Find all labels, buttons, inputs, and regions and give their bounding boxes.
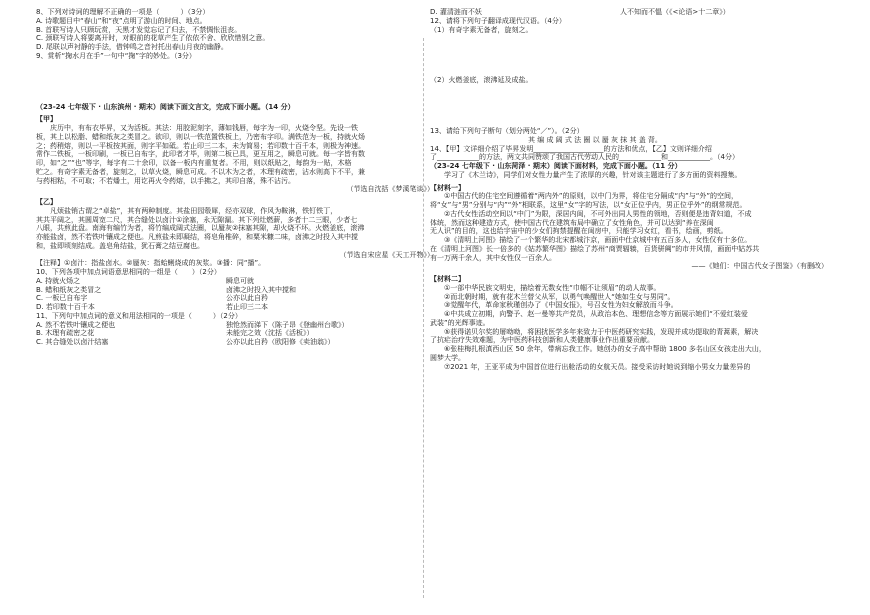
text-line: C. 颈联写诗人将要离开时，对眼前的花草产生了依依不舍、欣欣惜别之意。 xyxy=(36,34,270,43)
text-line: 其 编 成 阔 式 法 圈 以 蜃 灰 抹 其 盖 背。 xyxy=(430,135,662,144)
section-heading: 【乙】 xyxy=(36,198,57,206)
option-row xyxy=(36,286,438,295)
option-right: 瞬息可就 xyxy=(226,276,254,285)
text-line: 武装”的光辉事迹。 xyxy=(430,318,490,327)
text-line: 9、赏析“掬水月在手”一句中“掬”字的妙处。（3分） xyxy=(36,51,196,60)
text-line: 有一万两千余人，其中女性仅一百余人。 xyxy=(430,253,556,262)
option-left: D. 灌清涟而不妖 xyxy=(430,8,482,16)
text-line: ②而北朝时期，就有花木兰替父从军，以勇气唤醒世人“她如生女与男同”。 xyxy=(444,292,675,301)
text-line: ①中国古代的住宅空间遵循着“两内外”的原则，以中门为界，将住宅分隔成“内”与“外”的空间， xyxy=(444,192,739,201)
text-line: ⑤获得诺贝尔奖的屠呦呦，将困扰医学多年来致力于中医药研究实践，发现并成功提取的青蒿素，解决 xyxy=(444,327,759,336)
text-line: B. 首联写诗人只顾玩赏，天黑才发觉忘记了归去，不禁惆怅沮丧。 xyxy=(36,25,242,34)
text-line: ③《清明上河图》描绘了一个繁华的北宋都城汴京，画面中仕京城中有五百多人，女性仅有十多位。 xyxy=(444,236,752,244)
answer-space xyxy=(430,62,832,76)
text-line: （23-24 七年级下 · 山东菏泽 · 期末）阅读下面材料，完成下面小题。（11 分） xyxy=(430,162,682,170)
text-line: 无人识”的目的，这也给宇宙中的少女们拘禁提醒在闺房中，只能学习女红，看书，绘画，剪纸。 xyxy=(430,227,728,236)
text-line: 贮之。有奇字素无备者，旋刻之，以草火烧，瞬息可成。不以木为之者，木理有疏密，沾水则高下不平，兼 xyxy=(36,167,365,176)
text-line: 圆梦大学。 xyxy=(430,353,465,362)
exam-page xyxy=(18,8,852,608)
text-line: 常作二铁板，一板印刷，一板已自布字，此印者才毕，则第二板已具，更互用之，瞬息可就。每一字皆有数 xyxy=(36,150,365,159)
text-line: 体统，然而这种建造方式，使中国古代在建筑布局中确立了女性角色，并可以达到“养在深闺 xyxy=(430,218,714,227)
text-line: 与药相粘，不可取；不若燔土，用讫再火令药熔，以手拂之，其印自落，殊不沾污。 xyxy=(36,176,295,185)
left-column xyxy=(36,8,438,608)
answer-space xyxy=(36,75,438,89)
right-column xyxy=(430,8,832,608)
option-row xyxy=(36,294,438,303)
text-line: 了____________的方法，两文共同赞颂了我国古代劳动人民的____________和____________。（4分） xyxy=(430,153,739,162)
text-line: 将“女”与“男”分别与“内”“外”相联系，这里“女”字的写法，以“女正位乎内，男正位乎外”的纲常规范。 xyxy=(430,201,747,209)
option-right: 公亦以此自矜（欧阳修《卖油翁》） xyxy=(226,338,335,346)
section-heading: 【甲】 xyxy=(36,115,57,124)
text-line: A. 诗歌题目中“春山”和“夜”点明了游山的时间、地点。 xyxy=(36,16,207,25)
option-row xyxy=(36,329,438,338)
option-left: A. 然不若铁叶镶成之便也 xyxy=(36,320,116,329)
answer-space xyxy=(430,85,832,99)
text-line: 凡烦盐销古谓之“卓盐”，其有两种制度。其盐田园彀犀，经亦双球，作风为鞍淋，铁钉铁丁， xyxy=(50,206,338,215)
text-line: ⑦2021 年，王亚平成为中国首位进行出舱活动的女航天员。接受采访时她说到缩小男女力量差异的 xyxy=(444,362,751,371)
option-row xyxy=(36,277,438,286)
text-line: 14、【甲】文详细介绍了毕昇发明____________________的方法和优点，【乙】文则详细介绍 xyxy=(430,144,712,153)
text-line: ⑥张桂梅扎根滇西山区 50 余年，带病忘我工作。她创办的女子高中帮助 1800 多名山区女孩走出大山， xyxy=(444,345,766,353)
text-line: 学习了《木兰诗》，同学们对女性力量产生了浓厚的兴趣，针对该主题进行了多方面的资料搜集。 xyxy=(444,170,742,179)
option-right: 人不知而不愠（《<论语>十二章》） xyxy=(620,8,730,16)
option-left: C. 其合缝处以卤汁结塞 xyxy=(36,338,109,346)
text-line: 之；药稍熔，则以一平板按其面，则字平如砥。若止印三二本，未为简易；若印数十百千本，则极为神速。 xyxy=(36,141,365,150)
option-left: B. 蜡和纸灰之类冒之 xyxy=(36,285,102,294)
text-line: 板，其上以松脂、蜡和纸灰之类冒之。欲印，则以一铁范置铁板上，乃密布字印。满铁范为一板，持就火炀 xyxy=(36,132,365,141)
text-line: 10、下列各项中加点词语意思相同的一组是（ ）（2分） xyxy=(36,268,221,276)
option-right: 公亦以此自矜 xyxy=(226,294,268,303)
answer-space xyxy=(430,99,832,113)
text-line: 【注释】①卤汁：指盐卤水。②蜃灰：指蛤蜊烧成的灰浆。③播：同“播”。 xyxy=(36,259,266,268)
text-line: 亦能盐卤，然不若铁叶镶成之便也。凡煎盐未即凝结，将皂角椎碎，和粟米糠二味，卤沸之时投入其中搅 xyxy=(36,233,358,241)
answer-space xyxy=(36,89,438,103)
column-divider xyxy=(423,38,424,598)
answer-space xyxy=(430,113,832,127)
source-note: （节选自沈括《梦溪笔谈》） xyxy=(346,185,434,194)
source-note: ——《她们：中国古代女子图鉴》（有删改） xyxy=(691,262,828,271)
option-left: B. 木理有疏密之花 xyxy=(36,329,95,338)
text-line: 了抗疟治疗失效难题，为中医药科技创新和人类健康事业作出重要贡献。 xyxy=(430,336,654,345)
section-heading: 【材料一】 xyxy=(430,183,465,192)
option-row xyxy=(36,321,438,330)
text-line: 庆历中，有布衣毕昇，又为活板。其法：用胶泥刻字，薄如钱唇，每字为一印，火烧令坚。先设一铁 xyxy=(50,124,358,132)
option-left: D. 若印数十百千本 xyxy=(36,303,95,311)
answer-space xyxy=(36,61,438,75)
answer-space xyxy=(430,34,832,48)
option-row xyxy=(430,8,832,17)
text-line: 印，如“之”“也”等字，每字有二十余印，以备一板内有重复者。不用，则以纸贴之，每韵为一贴，木格 xyxy=(36,159,352,167)
option-right: 卤沸之时投入其中搅和 xyxy=(226,285,296,294)
option-right: 未能完之效（沈括《活板》） xyxy=(226,329,314,338)
section-heading: 【材料二】 xyxy=(430,275,465,283)
text-line: （1）有奇字素无备者，旋刻之。 xyxy=(430,25,533,34)
text-line: 13、请给下列句子断句（划分两处“／”）。（2分） xyxy=(430,127,584,135)
option-right: 若止印三二本 xyxy=(226,303,268,311)
answer-space xyxy=(430,48,832,62)
text-line: ②古代女性活动空间以“中门”为限，深居内闺，不可外出同人男性的领地，否则便是违背妇道，不成 xyxy=(444,209,752,218)
option-left: C. 一板已自布字 xyxy=(36,294,88,303)
text-line: 八眼，共煎此盘。南海有编竹为者，将竹编成阔式法圈，以蜃灰②抹塞其隙，却火烧不坏。火燃釜底，滚沸 xyxy=(36,224,365,233)
text-line: 和，盐即顷刻结成。盖皂角结盐，犹石膏之结豆腐也。 xyxy=(36,241,204,250)
text-line: 在《清明上河图》长一倍多的《姑苏繁华图》描绘了苏州“商贾辐辏，百货骈阗”的市井风情，画面中姑苏共 xyxy=(430,244,760,253)
text-line: （23-24 七年级下 · 山东滨州 · 期末）阅读下面文言文，完成下面小题。（14 分） xyxy=(36,102,295,111)
option-row xyxy=(36,303,438,312)
text-line: 11、下列句中加点词的意义和用法相同的一项是（ ）（2分） xyxy=(36,311,242,320)
text-line: 其共平阔之，其圆周宽二尺，其合缝处以卤汁①涂塞，永无隙漏。其下列灶燃薪，多者十二三眼，少者七 xyxy=(36,215,358,224)
option-right: 独怆然而涕下（陈子昂《登幽州台歌》） xyxy=(226,320,349,329)
text-line: 12、请将下列句子翻译成现代汉语。（4分） xyxy=(430,16,566,25)
text-line: ①一部中华民族文明史，描绘着无数女性“巾帼不让须眉”的动人故事。 xyxy=(444,283,661,292)
text-line: （2）火燃釜底，滚沸延及成盐。 xyxy=(430,76,533,85)
text-line: 8、下列对诗词的理解不正确的一项是（ ）（3分） xyxy=(36,8,210,16)
text-line: ④中共成立初期，向警予、赵一曼等共产党员，从政治本色、理想信念等方面展示她们“不爱红装爱 xyxy=(444,310,748,318)
source-note: （节选自宋应星《天工开物》） xyxy=(339,250,434,259)
text-line: ③觉醒年代，革命家秋瑾创办了《中国女报》，号召女性为妇女解放而斗争。 xyxy=(444,301,678,310)
option-row xyxy=(36,338,438,347)
text-line: D. 尾联以声衬静的手法，借钟鸣之音衬托出春山月夜的幽静。 xyxy=(36,43,228,51)
option-left: A. 持就火炀之 xyxy=(36,276,81,285)
